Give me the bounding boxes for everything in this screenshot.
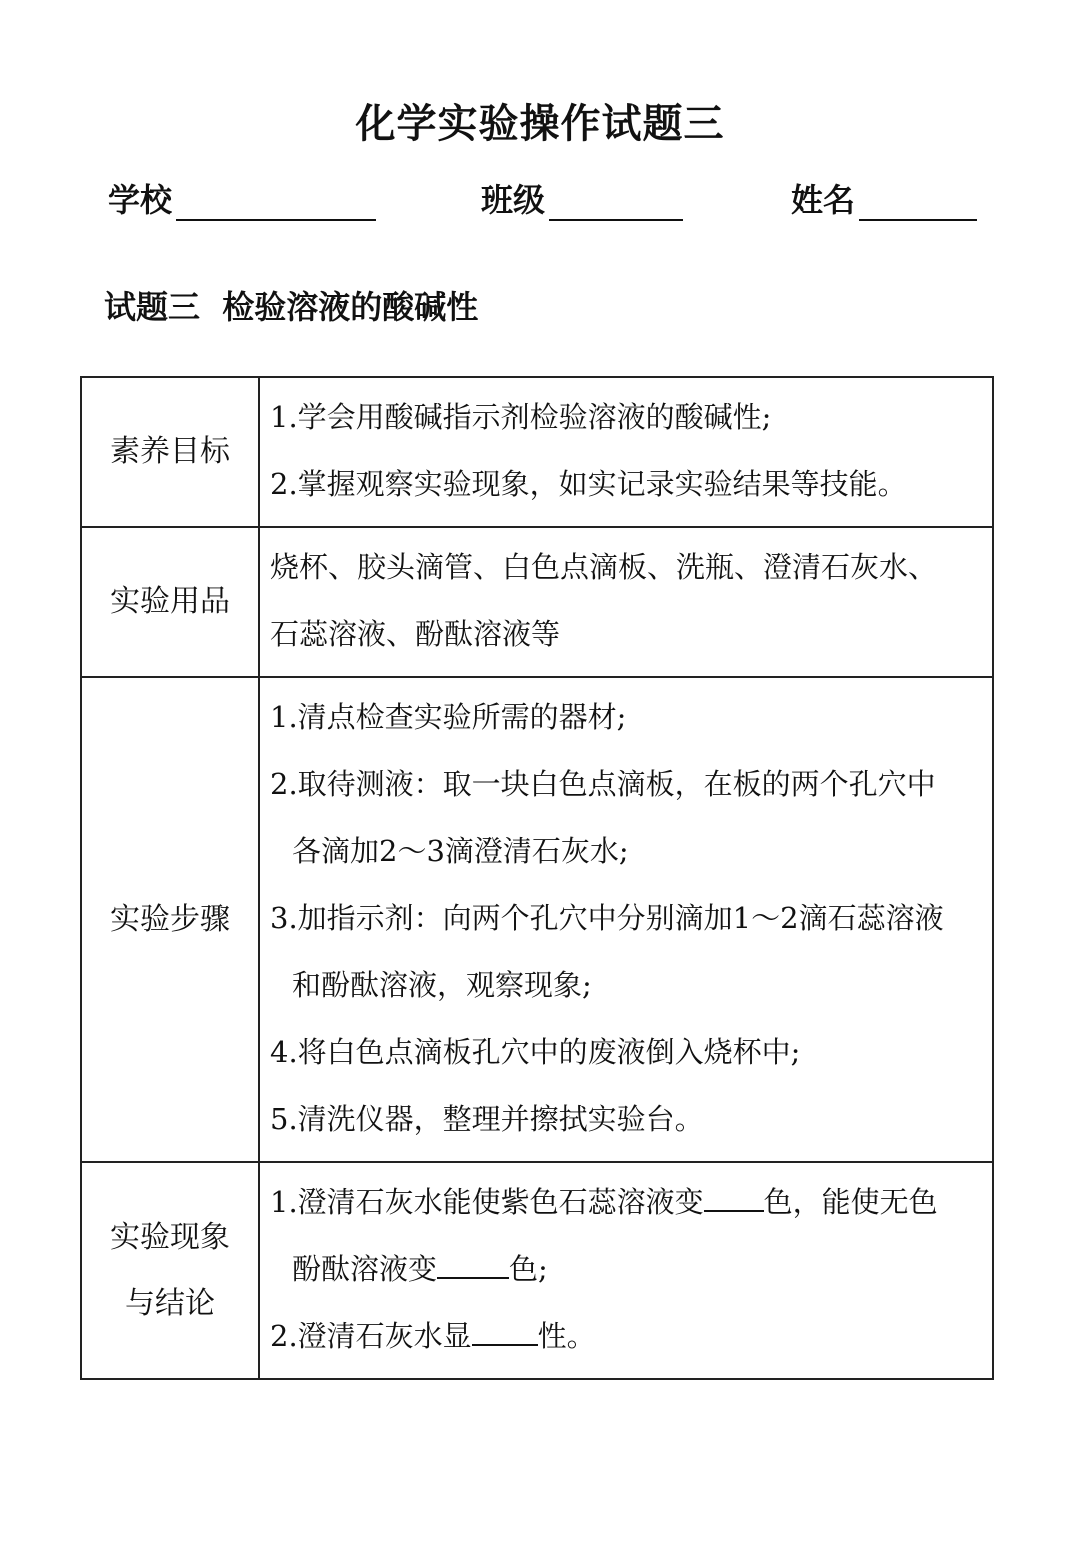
step-line: 2.取待测液：取一块白色点滴板，在板的两个孔穴中 <box>270 767 936 801</box>
step-line: 各滴加2～3滴澄清石灰水; <box>292 834 629 868</box>
class-blank[interactable] <box>549 189 683 221</box>
result-text: 2.澄清石灰水显 <box>270 1319 472 1353</box>
result-text: 性。 <box>537 1319 596 1353</box>
steps-content <box>259 677 993 1162</box>
results-label-line: 实验现象 <box>110 1219 230 1255</box>
class-label: 班级 <box>481 181 546 219</box>
table-row-materials <box>81 527 993 677</box>
result-line <box>270 1169 980 1236</box>
result-text: 酚酞溶液变 <box>292 1252 438 1286</box>
experiment-table <box>80 376 994 1380</box>
student-info-row <box>0 175 1080 219</box>
name-field[interactable] <box>791 175 977 221</box>
answer-blank-litmus[interactable] <box>704 1186 764 1212</box>
step-line: 1.清点检查实验所需的器材; <box>270 700 627 734</box>
section-subtitle: 试题三 检验溶液的酸碱性 <box>104 288 479 326</box>
result-line <box>270 1303 980 1370</box>
step-line: 4.将白色点滴板孔穴中的废液倒入烧杯中; <box>270 1035 801 1069</box>
name-label: 姓名 <box>791 181 856 219</box>
goal-line: 1.学会用酸碱指示剂检验溶液的酸碱性; <box>270 400 772 434</box>
school-blank[interactable] <box>176 189 376 221</box>
materials-label: 实验用品 <box>81 527 259 677</box>
goal-label: 素养目标 <box>81 377 259 527</box>
page-title: 化学实验操作试题三 <box>355 101 725 147</box>
school-field[interactable] <box>108 175 376 221</box>
steps-label: 实验步骤 <box>81 677 259 1162</box>
table-row-results <box>81 1162 993 1379</box>
answer-blank-property[interactable] <box>472 1320 538 1346</box>
step-line: 5.清洗仪器，整理并擦拭实验台。 <box>270 1102 704 1136</box>
materials-line: 石蕊溶液、酚酞溶液等 <box>270 617 561 651</box>
results-content <box>259 1162 993 1379</box>
class-field[interactable] <box>481 175 683 221</box>
table-row-goal <box>81 377 993 527</box>
result-text: 1.澄清石灰水能使紫色石蕊溶液变 <box>270 1185 704 1219</box>
goal-content <box>259 377 993 527</box>
results-label-line: 与结论 <box>125 1285 215 1321</box>
step-line: 3.加指示剂：向两个孔穴中分别滴加1～2滴石蕊溶液 <box>270 901 944 935</box>
table-row-steps <box>81 677 993 1162</box>
name-blank[interactable] <box>859 189 977 221</box>
materials-line: 烧杯、胶头滴管、白色点滴板、洗瓶、澄清石灰水、 <box>270 550 938 584</box>
result-line <box>270 1236 980 1303</box>
answer-blank-phenolphthalein[interactable] <box>437 1253 509 1279</box>
materials-content <box>259 527 993 677</box>
result-text: 色; <box>509 1252 548 1286</box>
results-label <box>81 1162 259 1379</box>
result-text: 色，能使无色 <box>763 1185 938 1219</box>
goal-line: 2.掌握观察实验现象，如实记录实验结果等技能。 <box>270 467 907 501</box>
school-label: 学校 <box>108 181 173 219</box>
step-line: 和酚酞溶液，观察现象; <box>292 968 592 1002</box>
